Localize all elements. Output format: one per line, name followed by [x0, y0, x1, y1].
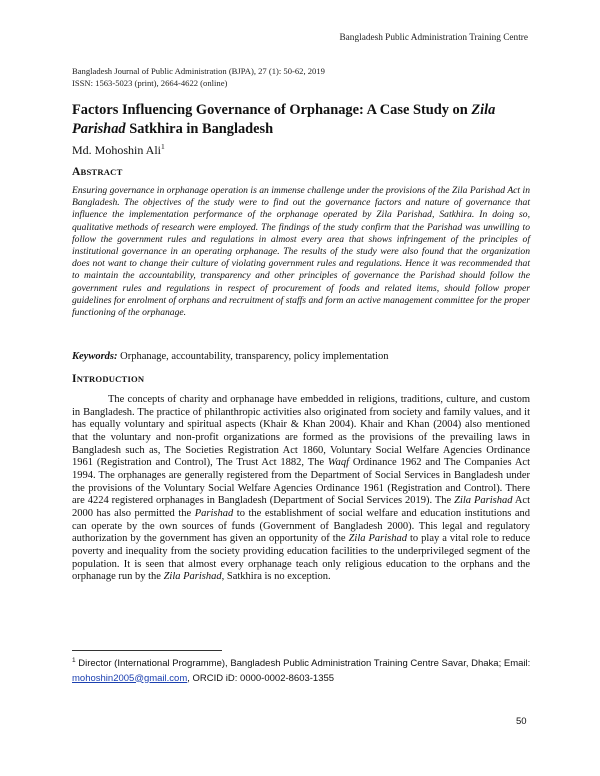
title-part-1: Factors Influencing Governance of Orphanage: A Case Study on — [72, 102, 472, 118]
keywords-label: Keywords: — [72, 351, 118, 362]
running-header: Bangladesh Public Administration Training Centre — [339, 33, 528, 43]
journal-info — [72, 66, 325, 89]
intro-italic-parishad: Parishad — [194, 507, 234, 519]
intro-segment-2: Ordinance 1962 and The Companies Act 1994. The orphanages are generally registered from the Department of Social Services in Bangladesh under the provisions of the Voluntary Social Welfare Agencies Ordinance 1961 (Registration and Control). There are 4224 registered orphanages in Bangladesh (Department of Social Services 2019). The — [72, 457, 530, 507]
keywords-text: Orphanage, accountability, transparency, policy implementation — [120, 351, 389, 362]
intro-italic-waqf: Waqf — [327, 457, 350, 469]
author-name: Md. Mohoshin Ali — [72, 143, 162, 157]
footnote-marker: 1 — [72, 656, 76, 664]
footnote-divider — [72, 650, 222, 651]
paper-title — [72, 101, 532, 138]
author-line — [72, 143, 165, 158]
intro-segment-5: to play a vital role to reduce poverty and inequality from the society providing education facilities to the underprivileged segment of the population. It is seen that almost every orphanage teach only religious education to the orphans and the orphanage run by the — [72, 533, 530, 583]
page-number: 50 — [516, 716, 527, 727]
introduction-heading-rest: NTRODUCTION — [76, 374, 145, 384]
intro-italic-zila-parishad-1: Zila Parishad — [454, 495, 513, 507]
intro-italic-zila-parishad-3: Zila Parishad — [163, 571, 222, 583]
abstract-heading-initial: A — [72, 166, 81, 178]
abstract-heading-rest: BSTRACT — [80, 167, 123, 177]
title-italic: Zila Parishad — [72, 102, 496, 137]
journal-issn: ISSN: 1563-5023 (print), 2664-4622 (online) — [72, 77, 228, 88]
introduction-heading — [72, 373, 144, 385]
intro-segment-3: Act 2000 has also permitted the — [72, 495, 530, 519]
footnote-text-1: Director (International Programme), Bangladesh Public Administration Training Centre Savar, Dhaka; Email: — [75, 658, 531, 669]
email-link[interactable]: mohoshin2005@gmail.com — [72, 672, 188, 684]
intro-italic-zila-parishad-2: Zila Parishad — [348, 533, 408, 545]
abstract-text: Ensuring governance in orphanage operation is an immense challenge under the provisions of the Zila Parishad Act in Bangladesh. The objectives of the study were to find out the governance factors and nature of governance that influence the implementation performance of the orphanage operated by Zila Parishad, Satkhira. In doing so, qualitative methods of research were employed. The findings of the study confirm that the Parishad was unwilling to follow the government rules and regulations in almost every area that shows infringement of the principles of institutional governance in an operating orphanage. The results of the study were also found that the organization does not want to change their culture of violating government rules and regulations. Hence it was recommended that to maintain the accountability, transparency and other principles of governance the Parishad should follow the government rules and regulations in respect of procurement of foods and related items, should follow proper guidelines for enrolment of orphans and recruitment of staffs and form an active management committee for the proper functioning of the orphanage. — [72, 185, 530, 319]
introduction-paragraph — [72, 394, 530, 584]
intro-segment-4: to the establishment of social welfare and education institutions and can operate by the own sources of funds (Government of Bangladesh 2000). This legal and regulatory authorization by the government has given an opportunity of the — [72, 507, 530, 545]
introduction-heading-initial: I — [72, 373, 77, 385]
intro-segment-6: , Satkhira is no exception. — [221, 571, 331, 583]
abstract-heading — [72, 166, 123, 178]
author-footnote-marker[interactable]: 1 — [161, 142, 165, 151]
footnote — [72, 657, 532, 686]
journal-citation: Bangladesh Journal of Public Administration (BJPA), 27 (1): 50-62, 2019 — [72, 66, 325, 76]
intro-segment-1: The concepts of charity and orphanage have embedded in religions, traditions, culture, and custom in Bangladesh. The practice of philanthropic activities also originated from society and family values, and it has equally voluntary and spiritual aspects (Khair & Khan 2004). Khair and Khan (2004) also mentioned that the voluntary and non-profit organizations are formed as the provisions of the prevailing laws in Bangladesh such as, The Societies Registration Act 1860, Voluntary Social Welfare Agencies Ordinance 1961 (Registration and Control), The Trust Act 1882, The — [72, 394, 530, 469]
keywords-line — [72, 351, 530, 362]
title-part-2: Satkhira in Bangladesh — [125, 120, 274, 137]
footnote-text-2: , ORCID iD: 0000-0002-8603-1355 — [187, 672, 335, 684]
